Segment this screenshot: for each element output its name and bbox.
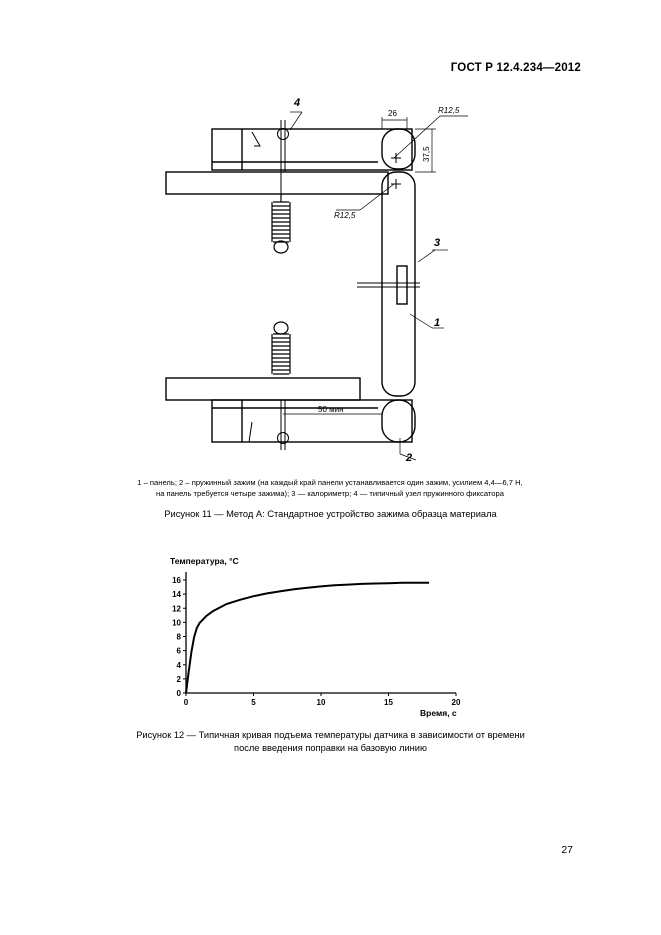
x-tick-label: 15: [384, 698, 393, 707]
figure-12-chart: [160, 550, 480, 725]
dim-radius-left-label: R12,5: [334, 211, 356, 220]
callout-3: 3: [434, 237, 441, 249]
legend-line-1: 1 – панель; 2 – пружинный зажим (на каждый край панели устанавливается один зажим, усилием 4,4—6,7 Н,: [137, 478, 523, 487]
temperature-curve: [186, 583, 429, 693]
dim-50-min-label: 50 мин: [318, 405, 344, 414]
figure-12-caption: [0, 729, 661, 754]
top-jaw: [382, 129, 415, 169]
page-number: 27: [561, 844, 573, 856]
y-tick-label: 6: [176, 646, 181, 656]
x-tick-label: 0: [183, 698, 189, 707]
y-tick-label: 2: [176, 674, 181, 684]
figure-12-caption-line-1: Рисунок 12 — Типичная кривая подъема температуры датчика в зависимости от времени: [136, 730, 525, 740]
y-tick-label: 16: [172, 576, 181, 585]
x-tick-label: 5: [251, 698, 256, 707]
figure-11-legend: [80, 477, 580, 499]
bottom-jaw: [382, 400, 415, 442]
callout-4: 4: [294, 97, 301, 109]
dim-26-label: 26: [388, 109, 397, 118]
callout-2: 2: [406, 452, 413, 464]
figure-12-caption-line-2: после введения поправки на базовую линию: [234, 742, 427, 753]
x-tick-label: 10: [316, 698, 326, 707]
panel: [382, 172, 415, 396]
x-tick-label: 20: [451, 698, 461, 707]
callout-1: 1: [434, 317, 441, 329]
y-tick-label: 12: [172, 604, 181, 614]
calorimeter: [397, 266, 407, 304]
y-tick-label: 8: [176, 632, 181, 642]
y-tick-label: 14: [172, 590, 181, 600]
figure-11-caption: Рисунок 11 — Метод А: Стандартное устройство зажима образца материала: [164, 509, 497, 519]
y-tick-label: 10: [172, 618, 181, 628]
chart-ylabel: Температура, °C: [170, 556, 239, 566]
y-tick-label: 4: [176, 660, 181, 670]
top-clamp-bar: [166, 172, 388, 194]
y-tick-label: 0: [176, 689, 181, 698]
bottom-spring: [272, 322, 290, 374]
dim-radius-top-label: R12,5: [438, 106, 460, 115]
bottom-clamp-bar: [166, 378, 360, 400]
legend-line-2: на панель требуется четыре зажима); 3 — калориметр; 4 — типичный узел пружинного фиксатора: [156, 489, 504, 498]
top-spring: [272, 194, 290, 253]
chart-xlabel: Время, с: [420, 708, 457, 718]
document-standard-number: ГОСТ Р 12.4.234—2012: [450, 62, 581, 74]
dim-37-5-label: 37,5: [422, 146, 431, 162]
top-fastener: [278, 129, 289, 140]
figure-11-drawing: [150, 92, 480, 472]
